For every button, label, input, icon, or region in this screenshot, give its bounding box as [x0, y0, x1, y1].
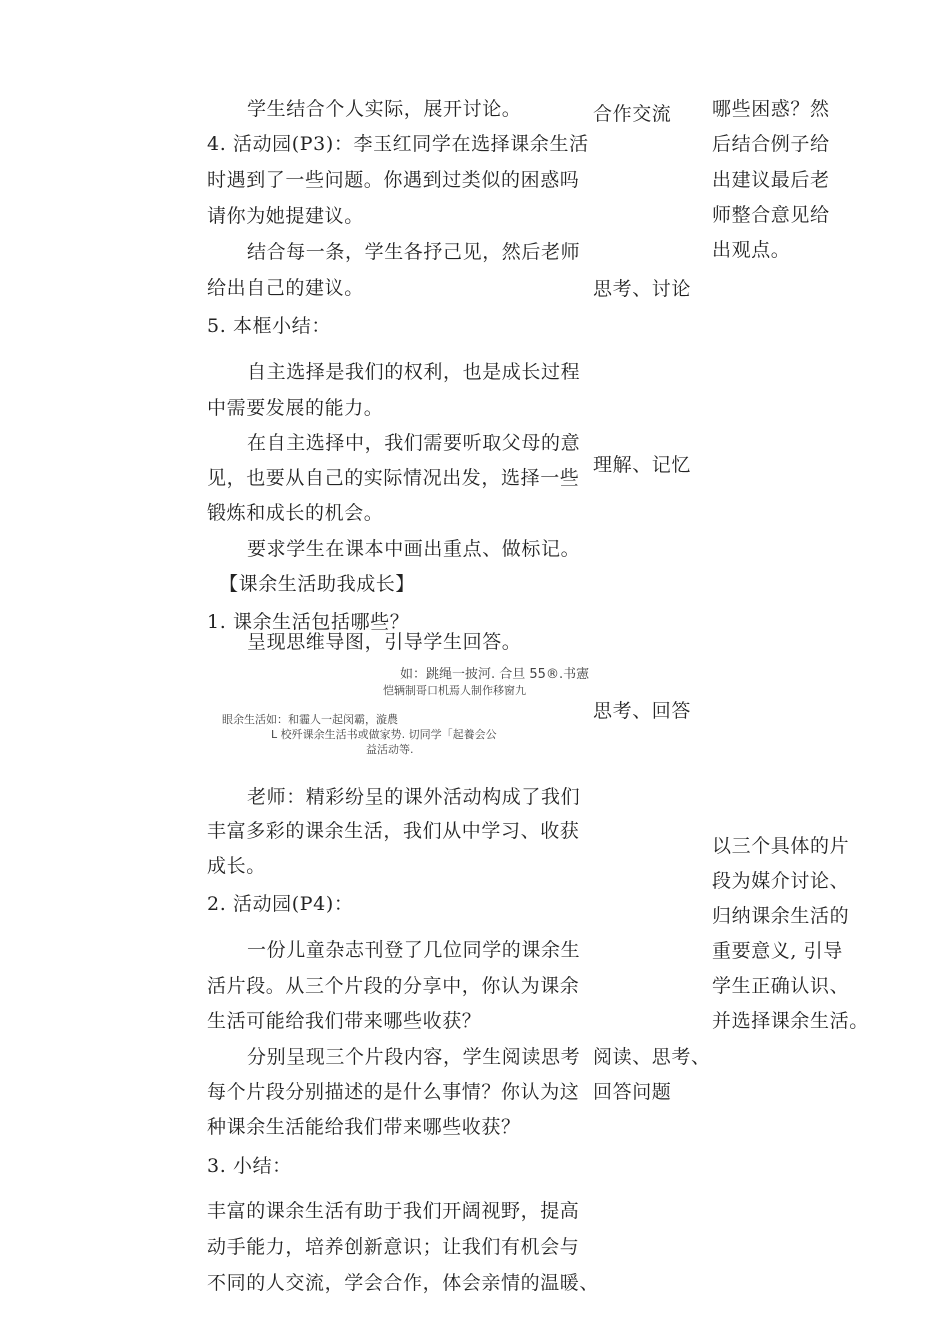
text-line: 请你为她提建议。 — [207, 205, 364, 227]
text-line: 丰富多彩的课余生活，我们从中学习、收获 — [207, 820, 580, 842]
text-line: 在自主选择中，我们需要听取父母的意 — [247, 432, 581, 454]
section-heading: 5. 本框小结： — [207, 315, 331, 337]
text-line: 每个片段分别描述的是什么事情？你认为这 — [207, 1081, 580, 1103]
text-line: 时遇到了一些问题。你遇到过类似的困惑吗 — [207, 169, 580, 191]
mind-map-line: 恺辆制哥口机焉人制作移窗九 — [383, 684, 526, 697]
text-line: 不同的人交流，学会合作，体会亲情的温暖、 — [207, 1272, 600, 1294]
student-activity: 思考、回答 — [593, 700, 692, 722]
mind-map-line: 如：跳绳一披河. 合旦 55®.书憲 — [400, 667, 590, 682]
design-intent: 师整合意见给 — [712, 204, 830, 226]
section-heading: 1. 课余生活包括哪些？ — [207, 611, 410, 633]
design-intent: 出建议最后老 — [712, 169, 830, 191]
design-intent: 重要意义, 引导 — [712, 940, 843, 962]
student-activity: 思考、讨论 — [593, 278, 692, 300]
text-line: 老师：精彩纷呈的课外活动构成了我们 — [247, 786, 581, 808]
student-activity: 阅读、思考、 — [593, 1046, 711, 1068]
mind-map-line: 益活动等. — [366, 743, 414, 756]
student-activity: 理解、记忆 — [593, 454, 692, 476]
text-line: 种课余生活能给我们带来哪些收获？ — [207, 1116, 521, 1138]
design-intent: 归纳课余生活的 — [712, 905, 850, 927]
text-line: 结合每一条，学生各抒己见，然后老师 — [247, 241, 581, 263]
text-line: 4. 活动园(P3)：李玉红同学在选择课余生活 — [207, 133, 589, 155]
text-line: 锻炼和成长的机会。 — [207, 502, 384, 524]
text-line: 见，也要从自己的实际情况出发，选择一些 — [207, 467, 580, 489]
design-intent: 段为媒介讨论、 — [712, 870, 850, 892]
text-line: 给出自己的建议。 — [207, 277, 364, 299]
text-line: 活片段。从三个片段的分享中，你认为课余 — [207, 975, 580, 997]
student-activity: 回答问题 — [593, 1081, 672, 1103]
design-intent: 哪些困惑？然 — [712, 98, 830, 120]
text-line: 要求学生在课本中画出重点、做标记。 — [247, 538, 581, 560]
text-line: 呈现思维导图，引导学生回答。 — [247, 631, 522, 653]
mind-map-line: L 校歼课余生活书或做家势. 切同学「起養会公 — [271, 728, 497, 741]
mind-map-line: 眼余生活如：和霾人一起闵霸，漩農 — [222, 713, 398, 726]
student-activity: 合作交流 — [593, 103, 672, 125]
text-line: 自主选择是我们的权利，也是成长过程 — [247, 361, 581, 383]
text-line: 成长。 — [207, 855, 266, 877]
design-intent: 以三个具体的片 — [712, 835, 850, 857]
section-heading: 2. 活动园(P4)： — [207, 893, 354, 915]
text-line: 学生结合个人实际，展开讨论。 — [247, 98, 522, 120]
text-line: 分别呈现三个片段内容，学生阅读思考 — [247, 1046, 581, 1068]
design-intent: 并选择课余生活。 — [712, 1010, 869, 1032]
text-line: 生活可能给我们带来哪些收获？ — [207, 1010, 482, 1032]
design-intent: 学生正确认识、 — [712, 975, 850, 997]
design-intent: 后结合例子给 — [712, 133, 830, 155]
text-line: 丰富的课余生活有助于我们开阔视野，提高 — [207, 1200, 580, 1222]
text-line: 一份儿童杂志刊登了几位同学的课余生 — [247, 939, 581, 961]
text-line: 动手能力，培养创新意识；让我们有机会与 — [207, 1236, 580, 1258]
text-line: 中需要发展的能力。 — [207, 397, 384, 419]
section-heading: 3. 小结： — [207, 1155, 292, 1177]
section-title: 【课余生活助我成长】 — [219, 573, 416, 595]
design-intent: 出观点。 — [712, 239, 791, 261]
